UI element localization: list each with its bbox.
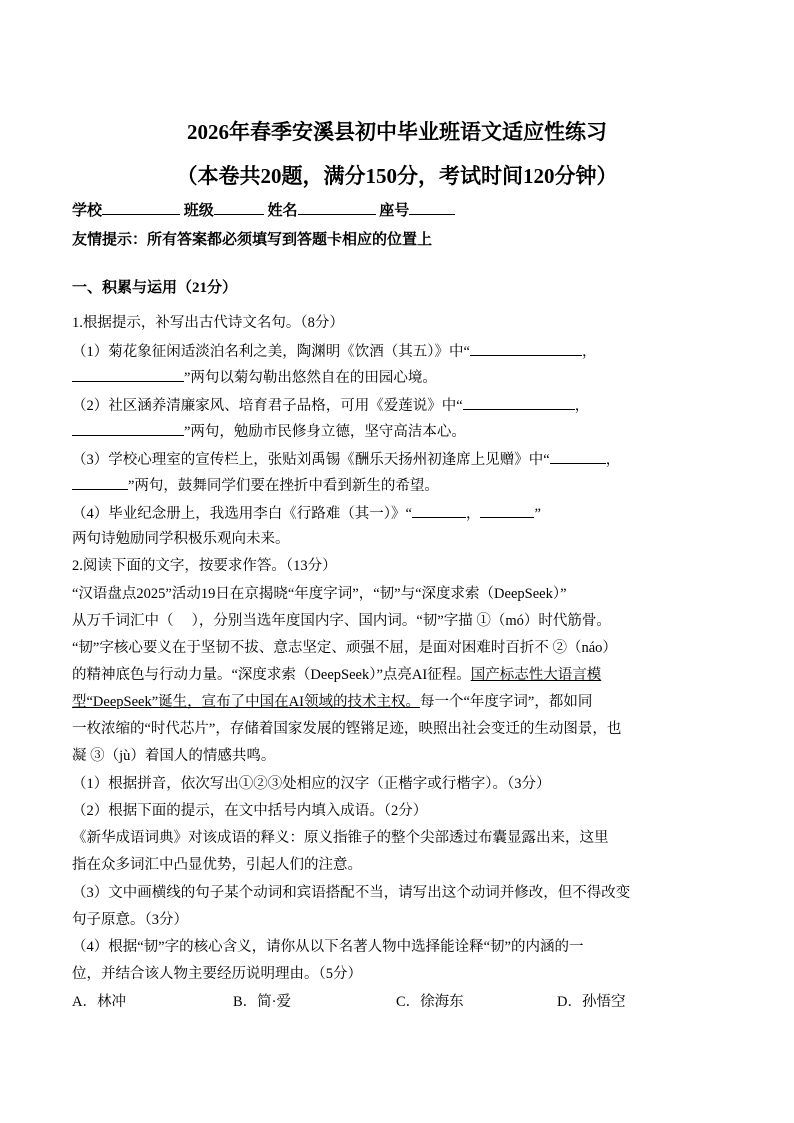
q1-item3-line1	[72, 449, 620, 470]
q2-sub4-line1: （4）根据“韧”字的核心含义，请你从以下名著人物中选择能诠释“韧”的内涵的一	[72, 939, 584, 955]
class-blank	[214, 200, 264, 215]
q2-sub3-line2: 句子原意。（3分）	[72, 912, 188, 928]
passage-line: 凝 ③（jù）着国人的情感共鸣。	[72, 748, 276, 764]
q1-item1-line1	[72, 341, 596, 362]
passage-line: 从万千词汇中（ ），分别当选年度国内字、国内词。“韧”字描 ①（mó）时代筋骨。	[72, 613, 611, 629]
passage-text: 每一个“年度字词”，都如同	[419, 694, 593, 710]
q1-item2-text: （2）社区涵养清廉家风、培育君子品格，可用《爱莲说》中“	[72, 398, 463, 414]
q1-item2-line2	[72, 421, 466, 442]
q2-sub2: （2）根据下面的提示，在文中括号内填入成语。（2分）	[72, 803, 428, 819]
name-blank	[298, 200, 376, 215]
q1-item2-tail: ”两句，勉励市民修身立德，坚守高洁本心。	[184, 424, 466, 440]
option-a: A．林冲	[72, 994, 126, 1010]
q1-item3-blank1	[550, 449, 606, 464]
option-b: B．简·爱	[233, 994, 291, 1010]
q1-item1-tail: ”两句以菊勾勒出悠然自在的田园心境。	[184, 370, 437, 386]
q1-item4-blank1	[412, 503, 466, 518]
q2-sub3-line1: （3）文中画横线的句子某个动词和宾语搭配不当，请写出这个动词并修改，但不得改变	[72, 885, 631, 901]
q1-stem: 1.根据提示，补写出古代诗文名句。（8分）	[72, 315, 344, 331]
q2-sub1: （1）根据拼音，依次写出①②③处相应的汉字（正楷字或行楷字）。（3分）	[72, 776, 551, 792]
q1-item1-blank1	[470, 341, 582, 356]
q1-item3-blank2	[72, 475, 128, 490]
q1-item4-line1	[72, 503, 541, 524]
q1-item2-blank1	[463, 395, 575, 410]
class-label: 班级	[183, 203, 214, 219]
q1-item2-line1	[72, 395, 589, 416]
q1-item1-comma: ，	[581, 344, 597, 360]
option-c: C．徐海东	[396, 994, 464, 1010]
option-d: D．孙悟空	[557, 994, 626, 1010]
q1-item3-comma: ，	[605, 452, 621, 468]
q2-sub4-line2: 位，并结合该人物主要经历说明理由。（5分）	[72, 966, 362, 982]
underlined-sentence: 国产标志性大语言模	[470, 667, 602, 683]
q1-item4-blank2	[480, 503, 534, 518]
school-blank	[102, 200, 180, 215]
seat-blank	[409, 200, 455, 215]
passage-line	[72, 692, 592, 712]
q1-item4-text: （4）毕业纪念册上，我选用李白《行路难（其一）》“	[72, 506, 412, 522]
friendly-tip: 友情提示：所有答案都必须填写到答题卡相应的位置上	[72, 232, 433, 248]
q1-item3-line2	[72, 475, 439, 496]
passage-line: “汉语盘点2025”活动19日在京揭晓“年度字词”，“韧”与“深度求索（DeepSeek）”	[72, 586, 567, 602]
passage-text: 的精神底色与行动力量。“深度求索（DeepSeek）”点亮AI征程。	[72, 667, 471, 683]
q1-item1-text: （1）菊花象征闲适淡泊名利之美，陶渊明《饮酒（其五）》中“	[72, 344, 470, 360]
passage-line: “韧”字核心要义在于坚韧不拔、意志坚定、顽强不屈，是面对困难时百折不 ②（náo）	[72, 640, 617, 656]
exam-subtitle: （本卷共20题，满分150分，考试时间120分钟）	[176, 164, 618, 188]
q1-item4-line2: 两句诗勉励同学积极乐观向未来。	[72, 531, 290, 547]
q1-item4-comma: ，	[465, 506, 481, 522]
q1-item2-comma: ，	[574, 398, 590, 414]
exam-title: 2026年春季安溪县初中毕业班语文适应性练习	[187, 120, 607, 144]
passage-line	[72, 665, 601, 685]
seat-label: 座号	[379, 203, 410, 219]
q1-item4-quote: ”	[534, 506, 541, 522]
q1-item3-tail: ”两句，鼓舞同学们要在挫折中看到新生的希望。	[128, 478, 439, 494]
q2-stem: 2.阅读下面的文字，按要求作答。（13分）	[72, 558, 337, 574]
passage-line: 一枚浓缩的“时代芯片”，存储着国家发展的铿锵足迹，映照出社会变迁的生动图景，也	[72, 721, 622, 737]
student-info-row	[72, 200, 455, 221]
q1-item1-blank2	[72, 367, 184, 382]
q1-item2-blank2	[72, 421, 184, 436]
name-label: 姓名	[267, 203, 298, 219]
q2-hint-line2: 指在众多词汇中凸显优势，引起人们的注意。	[72, 857, 362, 873]
underlined-sentence: 型“DeepSeek”诞生，宣布了中国在AI领域的技术主权。	[72, 694, 420, 710]
school-label: 学校	[72, 203, 103, 219]
q1-item3-text: （3）学校心理室的宣传栏上，张贴刘禹锡《酬乐天扬州初逢席上见赠》中“	[72, 452, 550, 468]
q1-item1-line2	[72, 367, 437, 388]
q2-hint-line1: 《新华成语词典》对该成语的释义：原义指锥子的整个尖部透过布囊显露出来，这里	[72, 830, 609, 846]
section-heading: 一、积累与运用（21分）	[72, 280, 238, 296]
